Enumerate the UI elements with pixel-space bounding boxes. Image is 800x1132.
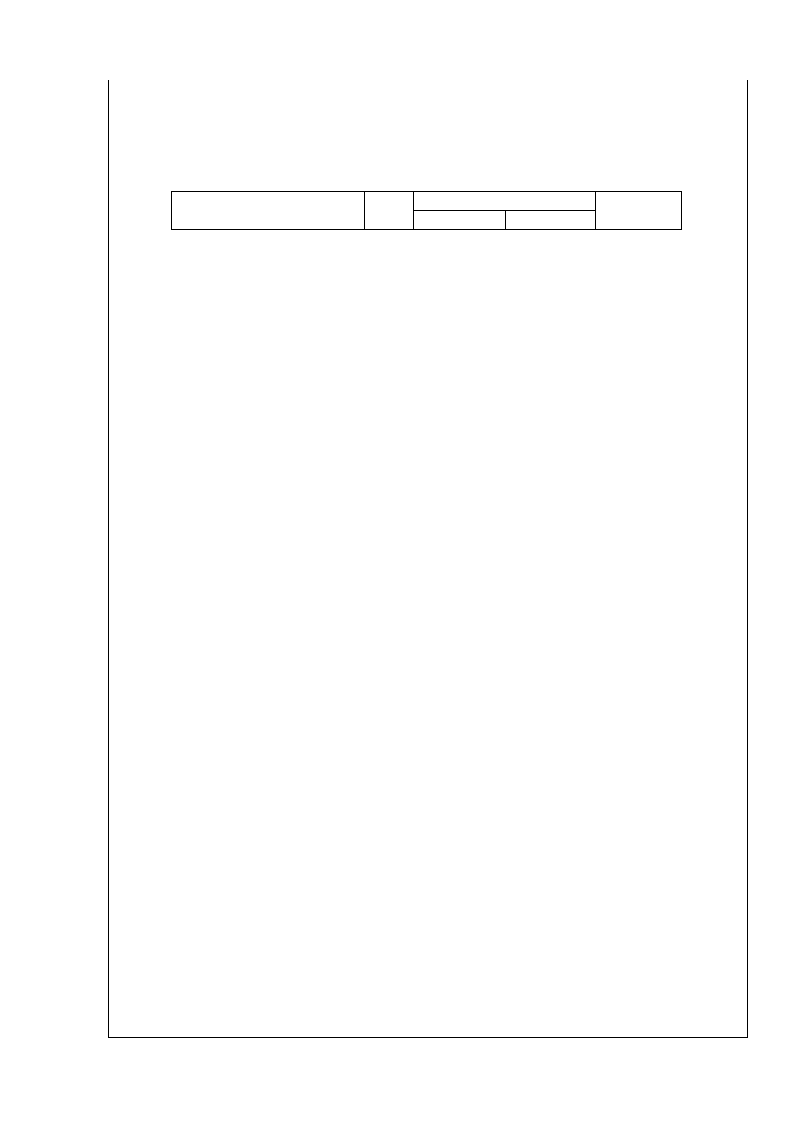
header-item (172, 192, 365, 230)
header-indicator (414, 192, 596, 211)
header-remark (596, 192, 682, 230)
header-unit (365, 192, 414, 230)
construction-table (171, 191, 682, 230)
header-building-area (506, 211, 596, 230)
header-land-area (414, 211, 506, 230)
